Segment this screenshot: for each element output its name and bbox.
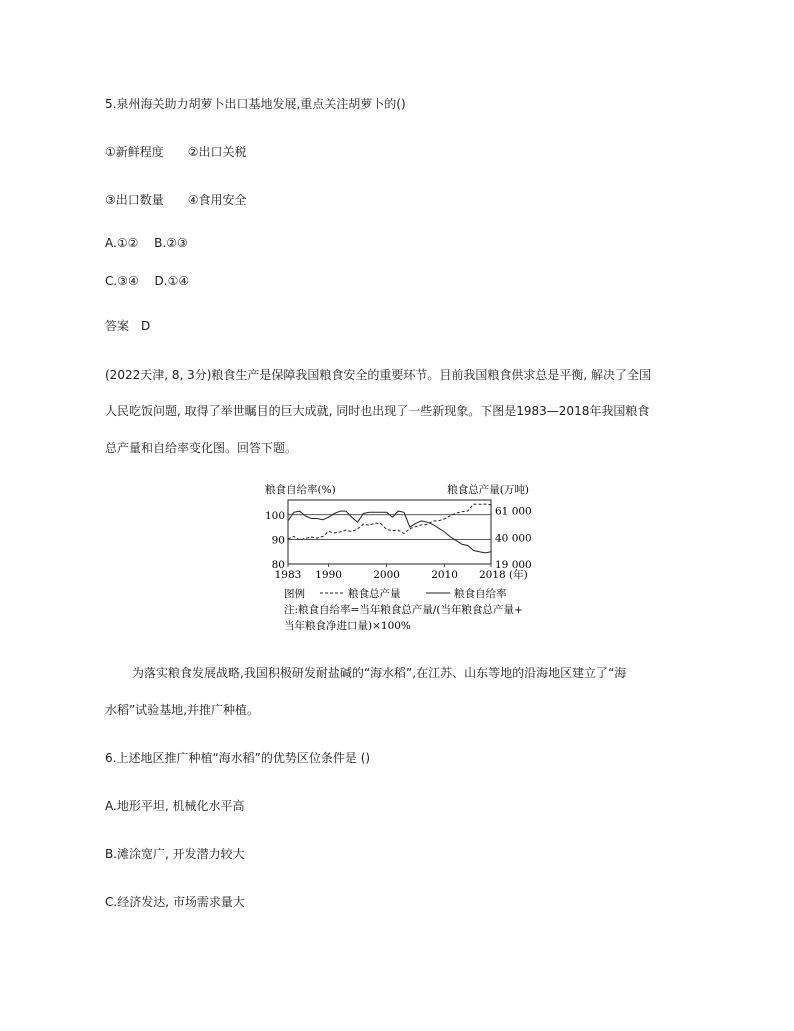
left-tick-label: 100 <box>264 509 285 522</box>
question-6-option-a: A.地形平坦, 机械化水平高 <box>105 799 245 813</box>
question-5-statements-row-1: ①新鲜程度 ②出口关税 <box>105 145 247 159</box>
chart-note-line-1: 注:粮食自给率=当年粮食总产量/(当年粮食总产量+ <box>284 604 523 616</box>
grain-chart <box>262 480 532 640</box>
question-5-choices-cd: C.③④ D.①④ <box>105 274 190 288</box>
x-tick-label: 1990 <box>315 569 342 581</box>
legend-production-name: 粮食总产量 <box>348 588 401 600</box>
left-axis-label: 粮食自给率(%) <box>265 484 336 496</box>
production-series-line <box>288 504 491 540</box>
x-tick-label: 1983 <box>274 569 302 581</box>
right-axis-label: 粮食总产量(万吨) <box>447 484 529 496</box>
question-5-choices-ab: A.①② B.②③ <box>105 236 188 250</box>
chart-note-line-2: 当年粮食净进口量)×100% <box>284 620 411 632</box>
left-tick-label: 80 <box>271 559 285 571</box>
question-5-answer: 答案 D <box>105 319 151 333</box>
legend-label: 图例 <box>284 588 305 600</box>
passage-line-2: 水稻”试验基地,并推广种植。 <box>105 703 260 717</box>
chart-tick-labels <box>265 506 532 581</box>
chart-gridlines <box>288 500 491 567</box>
right-tick-label: 19 000 <box>495 559 532 571</box>
right-tick-label: 40 000 <box>495 532 532 545</box>
intro-line-1: (2022天津, 8, 3分)粮食生产是保障我国粮食安全的重要环节。目前我国粮食供求总是平衡, 解决了全国 <box>105 368 652 382</box>
left-tick-label: 90 <box>271 534 285 547</box>
x-tick-label: 2010 <box>431 569 458 581</box>
intro-line-2: 人民吃饭问题, 取得了举世瞩目的巨大成就, 同时也出现了一些新现象。下图是1983—2018年我国粮食 <box>105 404 650 418</box>
x-tick-label: 2000 <box>373 569 400 581</box>
intro-line-3: 总产量和自给率变化图。回答下题。 <box>105 441 298 455</box>
passage-line-1: 为落实粮食发展战略,我国积极研发耐盐碱的“海水稻”,在江苏、山东等地的沿海地区建立了“海 <box>132 666 627 680</box>
question-6-stem: 6.上述地区推广种植“海水稻”的优势区位条件是 () <box>105 751 371 765</box>
plot-frame <box>288 500 491 564</box>
right-tick-label: 61 000 <box>495 505 532 518</box>
question-6-option-b: B.滩涂宽广, 开发潜力较大 <box>105 847 245 861</box>
question-6-option-c: C.经济发达, 市场需求量大 <box>105 895 245 909</box>
self-sufficiency-series-line <box>288 511 491 553</box>
question-5-stem: 5.泉州海关助力胡萝卜出口基地发展,重点关注胡萝卜的() <box>105 97 406 111</box>
x-tick-label: 2018 (年) <box>479 569 528 581</box>
question-5-statements-row-2: ③出口数量 ④食用安全 <box>105 193 247 207</box>
grain-chart-svg <box>262 480 532 640</box>
legend-self-sufficiency-name: 粮食自给率 <box>454 588 507 600</box>
